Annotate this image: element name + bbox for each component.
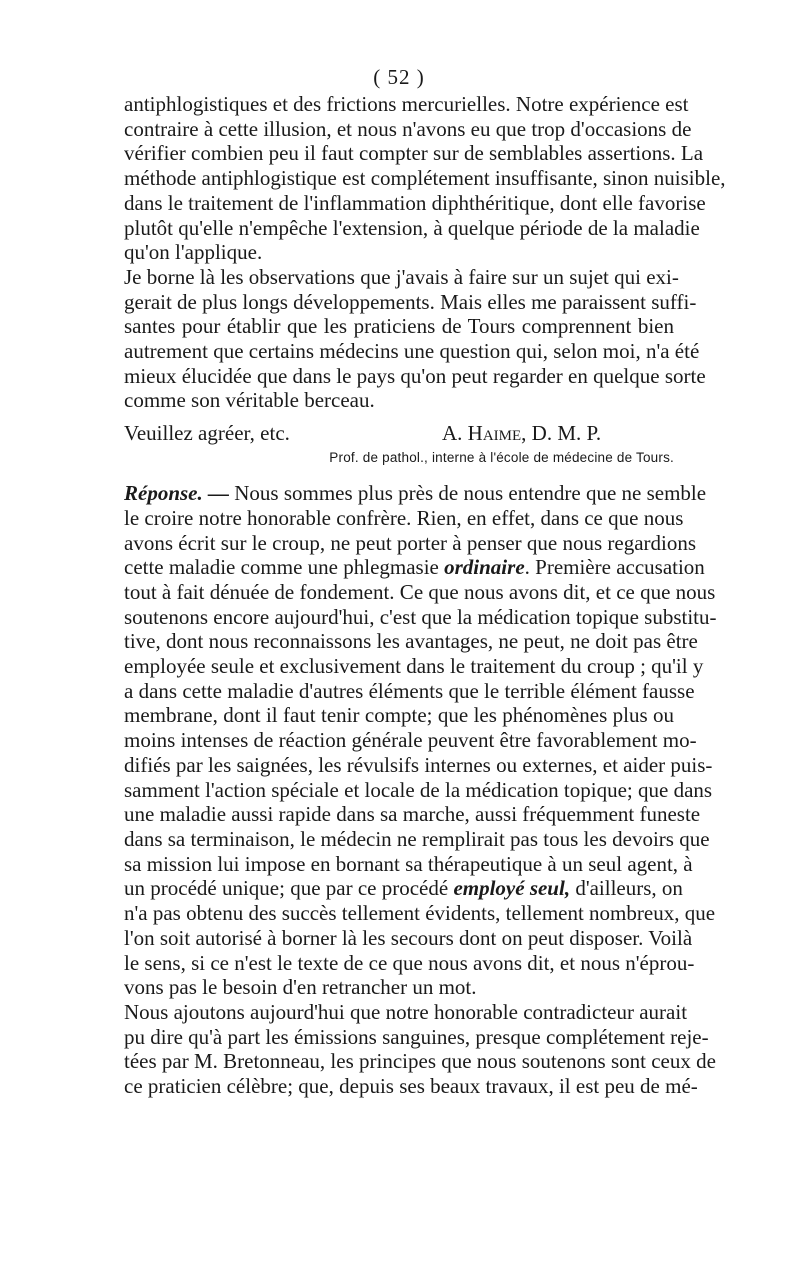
text-line: cette maladie comme une phlegmasie ordinaire. Première accusation [124,555,705,580]
text-line: l'on soit autorisé à borner là les secours dont on peut disposer. Voilà [124,925,693,950]
text-line: membrane, dont il faut tenir compte; que les phénomènes plus ou [124,703,674,728]
text-line: le croire notre honorable confrère. Rien, en effet, dans ce que nous [124,505,684,530]
text-line: dans le traitement de l'inflammation diphthéritique, dont elle favorise [124,190,706,215]
emphasis-employe-seul: employé seul, [453,876,571,901]
text-line: qu'on l'applique. [124,240,263,265]
text-line: comme son véritable berceau. [124,388,375,413]
document-page [124,62,726,1099]
text-line: autrement que certains médecins une question qui, selon moi, n'a été [124,339,700,364]
text-line: vérifier combien peu il faut compter sur de semblables assertions. La [124,141,704,166]
text-line: une maladie aussi rapide dans sa marche, aussi fréquemment funeste [124,802,701,827]
text-line: tive, dont nous reconnaissons les avantages, ne peut, ne doit pas être [124,629,698,654]
text-line: moins intenses de réaction générale peuvent être favorablement mo- [124,728,697,753]
text-line: tout à fait dénuée de fondement. Ce que nous avons dit, et ce que nous [124,579,716,604]
closing-formula: Veuillez agréer, etc. [124,421,290,446]
text-line: gerait de plus longs développements. Mais elles me paraissent suffi- [124,289,697,314]
signature-name: Haime [467,421,522,446]
signature-initial: A. [442,421,468,446]
text-line: vons pas le besoin d'en retrancher un mot. [124,975,477,1000]
text-line: mieux élucidée que dans le pays qu'on peut regarder en quelque sorte [124,363,706,388]
text-line: plutôt qu'elle n'empêche l'extension, à quelque période de la maladie [124,215,700,240]
paragraph-2 [124,264,706,413]
paragraph-4 [124,999,716,1099]
text-line: samment l'action spéciale et locale de la médication topique; que dans [124,777,713,802]
text-line: le sens, si ce n'est le texte de ce que nous avons dit, et nous n'éprou- [124,950,695,975]
signature-suffix: , D. M. P. [521,421,602,446]
author-affiliation: Prof. de pathol., interne à l'école de médecine de Tours. [329,450,674,466]
page-number: ( 52 ) [373,65,425,89]
text-line: sa mission lui impose en bornant sa thérapeutique à un seul agent, à [124,851,693,876]
signature-row [124,419,674,447]
text-line: dans sa terminaison, le médecin ne remplirait pas tous les devoirs que [124,826,710,851]
paragraph-reponse [124,481,717,1000]
text-line: un procédé unique; que par ce procédé employé seul, d'ailleurs, on [124,876,683,901]
emphasis-ordinaire: ordinaire [444,555,525,580]
text-line: a dans cette maladie d'autres éléments que le terrible élément fausse [124,678,695,703]
text-line: employée seule et exclusivement dans le traitement du croup ; qu'il y [124,654,704,679]
text-line: tées par M. Bretonneau, les principes que nous soutenons sont ceux de [124,1049,716,1074]
text-line: avons écrit sur le croup, ne peut porter à penser que nous regardions [124,530,697,555]
text-line: n'a pas obtenu des succès tellement évidents, tellement nombreux, que [124,901,716,926]
text-line: Réponse. — Nous sommes plus près de nous entendre que ne semble [124,481,707,506]
text-line: pu dire qu'à part les émissions sanguines, presque complétement reje- [124,1024,709,1049]
text-line: antiphlogistiques et des frictions mercurielles. Notre expérience est [124,92,689,116]
text-line: soutenons encore aujourd'hui, c'est que la médication topique substitu- [124,604,717,629]
text-line: santes pour établir que les praticiens de Tours comprennent bien [124,314,674,339]
text-line: méthode antiphlogistique est complétement insuffisante, sinon nuisible, [124,166,726,191]
text-line: Je borne là les observations que j'avais à faire sur un sujet qui exi- [124,264,679,289]
text-line: ce praticien célèbre; que, depuis ses beaux travaux, il est peu de mé- [124,1074,698,1099]
signature [442,419,601,447]
reponse-label: Réponse. — [124,481,229,506]
text-line: difiés par les saignées, les révulsifs internes ou externes, et aider puis- [124,752,713,777]
text-line: contraire à cette illusion, et nous n'avons eu que trop d'occasions de [124,116,692,141]
paragraph-1 [124,92,726,265]
text-line: Nous ajoutons aujourd'hui que notre honorable contradicteur aurait [124,999,688,1024]
